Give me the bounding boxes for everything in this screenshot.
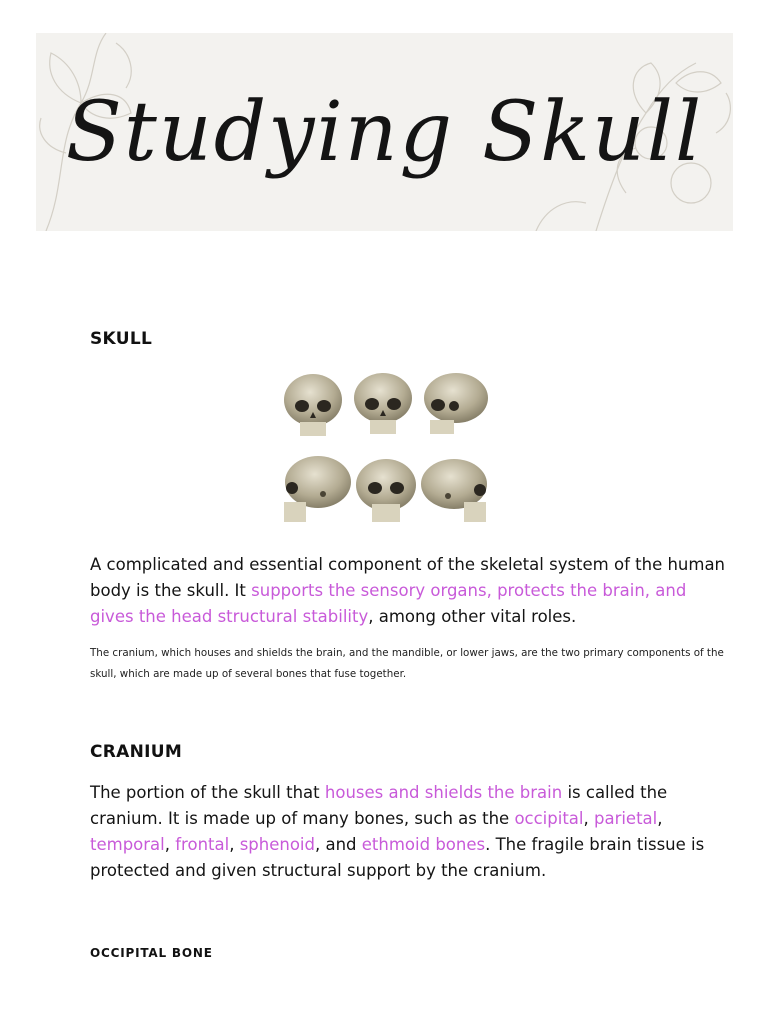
- skull-components-note: The cranium, which houses and shields the brain, and the mandible, or lower jaws, are the two primary components of the skull, which are made up of several bones that fuse together.: [90, 647, 724, 680]
- skull-front-tilted-icon: [354, 373, 412, 434]
- page-title: Studying Skull: [65, 84, 704, 180]
- highlight-houses-brain: houses and shields the brain: [324, 783, 563, 802]
- section-heading-skull: SKULL: [90, 329, 153, 349]
- highlight-temporal: temporal: [90, 835, 165, 854]
- skull-side-left-icon: [284, 456, 351, 522]
- title-banner: [36, 33, 733, 231]
- skull-image-grid: [278, 370, 494, 534]
- cranium-paragraph: The portion of the skull that houses and shields the brain is called the cranium. It is made up of many bones, such as the occipital, parietal, temporal, frontal, sphenoid, and ethmoid bones. The fragile brain tissue is protected and given structural support by the cranium.: [90, 783, 705, 880]
- skull-front-icon: [284, 374, 342, 436]
- highlight-skull-roles: supports the sensory organs, protects the brain, and gives the head structural stability: [90, 581, 687, 626]
- highlight-parietal: parietal: [593, 809, 658, 828]
- section-heading-cranium: CRANIUM: [90, 742, 183, 762]
- skull-back-icon: [356, 459, 416, 522]
- skull-three-quarter-icon: [424, 373, 488, 434]
- highlight-sphenoid: sphenoid: [239, 835, 315, 854]
- skull-intro-paragraph: A complicated and essential component of the skeletal system of the human body is the skull. It supports the sensory organs, protects the brain, and gives the head structural stability, among other vital roles.: [90, 555, 726, 626]
- section-heading-occipital-bone: OCCIPITAL BONE: [90, 946, 213, 960]
- skull-side-right-icon: [421, 459, 487, 522]
- highlight-ethmoid: ethmoid bones: [361, 835, 486, 854]
- highlight-occipital: occipital: [514, 809, 584, 828]
- highlight-frontal: frontal: [175, 835, 230, 854]
